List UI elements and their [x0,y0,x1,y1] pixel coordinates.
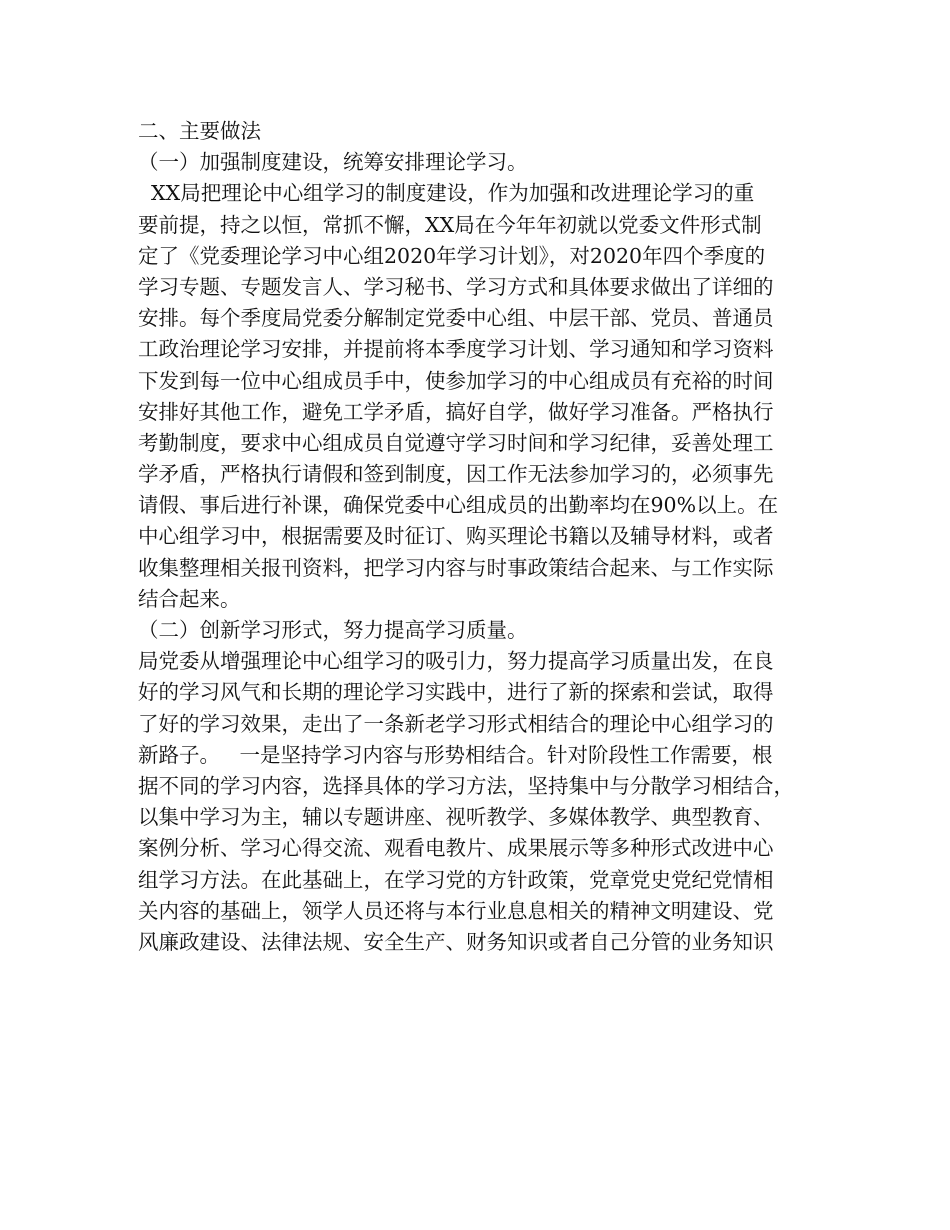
paragraph-line: 案例分析、学习心得交流、观看电教片、成果展示等多种形式改进中心 [138,836,774,861]
paragraph-line: 新路子。 一是坚持学习内容与形势相结合。针对阶段性工作需要，根 [138,742,773,767]
paragraph-line: 风廉政建设、法律法规、安全生产、财务知识或者自己分管的业务知识 [138,929,774,954]
paragraph-line: 学习专题、专题发言人、学习秘书、学习方式和具体要求做出了详细的 [138,274,774,299]
paragraph-line: 组学习方法。在此基础上，在学习党的方针政策，党章党史党纪党情相 [138,867,774,892]
paragraph-line: 好的学习风气和长期的理论学习实践中，进行了新的探索和尝试，取得 [138,680,774,705]
paragraph-line: 学矛盾，严格执行请假和签到制度，因工作无法参加学习的，必须事先 [138,462,774,487]
paragraph-line: 定了《党委理论学习中心组2020年学习计划》，对2020年四个季度的 [138,243,766,268]
paragraph-line: 局党委从增强理论中心组学习的吸引力，努力提高学习质量出发，在良 [138,649,774,674]
paragraph-line: 请假、事后进行补课，确保党委中心组成员的出勤率均在90%以上。在 [138,493,779,518]
paragraph-line: 以集中学习为主，辅以专题讲座、视听教学、多媒体教学、典型教育、 [138,805,774,830]
subsection-heading: （二）创新学习形式，努力提高学习质量。 [138,618,528,642]
paragraph-line: 收集整理相关报刊资料，把学习内容与时事政策结合起来、与工作实际 [138,555,774,580]
paragraph-line: 考勤制度，要求中心组成员自觉遵守学习时间和学习纪律，妥善处理工 [138,430,774,455]
paragraph-line: 关内容的基础上，领学人员还将与本行业息息相关的精神文明建设、党 [138,898,774,923]
paragraph-line: 要前提，持之以恒，常抓不懈，XX局在今年年初就以党委文件形式制 [138,212,762,237]
document-body [138,116,828,958]
paragraph-line: 结合起来。 [138,586,241,611]
paragraph-line: 中心组学习中，根据需要及时征订、购买理论书籍以及辅导材料，或者 [138,524,774,549]
paragraph-line: 安排好其他工作，避免工学矛盾，搞好自学，做好学习准备。严格执行 [138,399,774,424]
paragraph-line: XX局把理论中心组学习的制度建设，作为加强和改进理论学习的重 [138,181,755,206]
paragraph-line: 安排。每个季度局党委分解制定党委中心组、中层干部、党员、普通员 [138,306,774,331]
section-heading: 二、主要做法 [138,119,261,143]
paragraph-line: 了好的学习效果，走出了一条新老学习形式相结合的理论中心组学习的 [138,711,774,736]
paragraph-line: 工政治理论学习安排，并提前将本季度学习计划、学习通知和学习资料 [138,337,774,362]
subsection-heading: （一）加强制度建设，统筹安排理论学习。 [138,150,528,175]
paragraph-line: 据不同的学习内容，选择具体的学习方法，坚持集中与分散学习相结合， [138,773,794,798]
paragraph-line: 下发到每一位中心组成员手中，使参加学习的中心组成员有充裕的时间 [138,368,774,393]
